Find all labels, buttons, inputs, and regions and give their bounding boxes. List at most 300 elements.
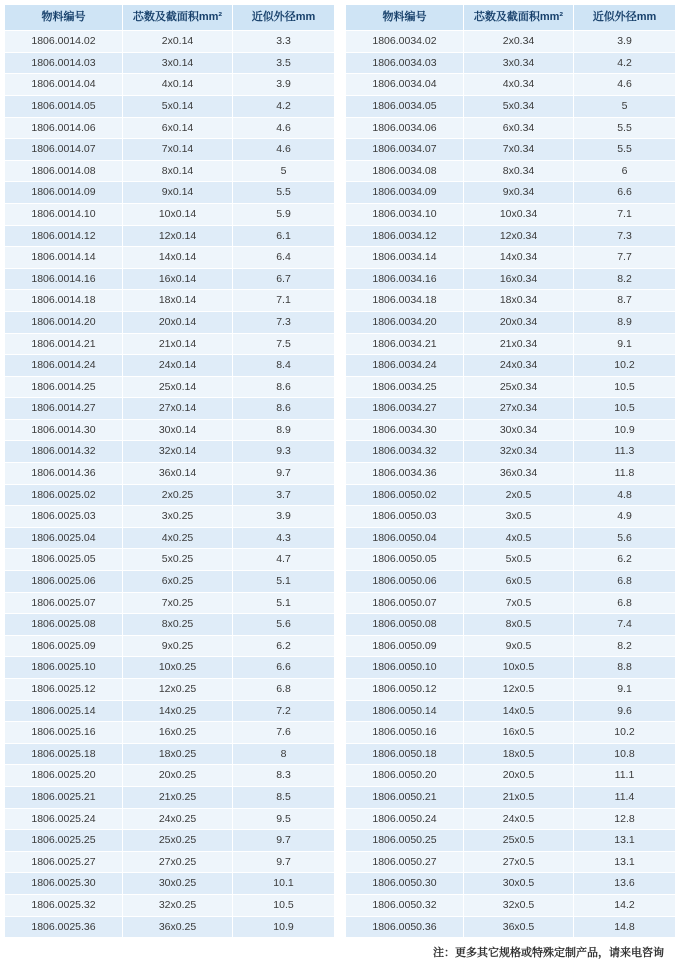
cell-cores-cross-section: 3x0.25 bbox=[123, 506, 233, 528]
cell-cores-cross-section: 12x0.34 bbox=[464, 225, 574, 247]
table-row bbox=[346, 743, 676, 765]
cell-outer-diameter: 12.8 bbox=[574, 808, 676, 830]
table-row bbox=[5, 851, 335, 873]
cell-outer-diameter: 10.8 bbox=[574, 743, 676, 765]
cell-outer-diameter: 7.3 bbox=[233, 311, 335, 333]
cell-cores-cross-section: 32x0.5 bbox=[464, 894, 574, 916]
cell-part-number: 1806.0025.04 bbox=[5, 527, 123, 549]
cell-cores-cross-section: 16x0.14 bbox=[123, 268, 233, 290]
cell-part-number: 1806.0034.06 bbox=[346, 117, 464, 139]
cell-part-number: 1806.0014.04 bbox=[5, 74, 123, 96]
cell-cores-cross-section: 16x0.5 bbox=[464, 722, 574, 744]
cell-outer-diameter: 8 bbox=[233, 743, 335, 765]
table-row bbox=[5, 463, 335, 485]
cell-part-number: 1806.0050.30 bbox=[346, 873, 464, 895]
cell-part-number: 1806.0014.10 bbox=[5, 203, 123, 225]
cell-cores-cross-section: 21x0.5 bbox=[464, 786, 574, 808]
cell-cores-cross-section: 9x0.25 bbox=[123, 635, 233, 657]
cell-part-number: 1806.0050.10 bbox=[346, 657, 464, 679]
cell-outer-diameter: 8.4 bbox=[233, 355, 335, 377]
cell-outer-diameter: 10.5 bbox=[574, 376, 676, 398]
cell-cores-cross-section: 36x0.14 bbox=[123, 463, 233, 485]
cell-part-number: 1806.0025.18 bbox=[5, 743, 123, 765]
cell-outer-diameter: 10.2 bbox=[574, 355, 676, 377]
cell-outer-diameter: 13.1 bbox=[574, 851, 676, 873]
cell-part-number: 1806.0014.02 bbox=[5, 31, 123, 53]
table-row bbox=[5, 527, 335, 549]
cell-outer-diameter: 3.3 bbox=[233, 31, 335, 53]
cell-part-number: 1806.0014.20 bbox=[5, 311, 123, 333]
cell-cores-cross-section: 20x0.14 bbox=[123, 311, 233, 333]
table-body-left bbox=[5, 31, 335, 938]
cell-outer-diameter: 5 bbox=[574, 95, 676, 117]
cell-part-number: 1806.0034.07 bbox=[346, 139, 464, 161]
table-row bbox=[346, 95, 676, 117]
cell-cores-cross-section: 7x0.34 bbox=[464, 139, 574, 161]
cell-cores-cross-section: 32x0.14 bbox=[123, 441, 233, 463]
cell-part-number: 1806.0025.03 bbox=[5, 506, 123, 528]
table-row bbox=[346, 635, 676, 657]
table-row bbox=[5, 139, 335, 161]
cell-cores-cross-section: 4x0.5 bbox=[464, 527, 574, 549]
table-row bbox=[346, 160, 676, 182]
table-row bbox=[346, 311, 676, 333]
cell-cores-cross-section: 10x0.5 bbox=[464, 657, 574, 679]
cell-outer-diameter: 11.1 bbox=[574, 765, 676, 787]
cell-outer-diameter: 6.2 bbox=[574, 549, 676, 571]
cell-cores-cross-section: 27x0.14 bbox=[123, 398, 233, 420]
cell-outer-diameter: 8.6 bbox=[233, 398, 335, 420]
table-row bbox=[5, 722, 335, 744]
cell-cores-cross-section: 4x0.25 bbox=[123, 527, 233, 549]
table-row bbox=[5, 182, 335, 204]
table-row bbox=[5, 614, 335, 636]
cell-outer-diameter: 8.2 bbox=[574, 268, 676, 290]
cell-cores-cross-section: 30x0.14 bbox=[123, 419, 233, 441]
cell-cores-cross-section: 24x0.25 bbox=[123, 808, 233, 830]
cell-part-number: 1806.0050.14 bbox=[346, 700, 464, 722]
table-row bbox=[346, 657, 676, 679]
cell-outer-diameter: 9.7 bbox=[233, 851, 335, 873]
cell-cores-cross-section: 18x0.14 bbox=[123, 290, 233, 312]
table-row bbox=[346, 268, 676, 290]
cell-part-number: 1806.0025.21 bbox=[5, 786, 123, 808]
cell-cores-cross-section: 4x0.14 bbox=[123, 74, 233, 96]
cell-cores-cross-section: 14x0.25 bbox=[123, 700, 233, 722]
cell-part-number: 1806.0034.02 bbox=[346, 31, 464, 53]
cell-outer-diameter: 5 bbox=[233, 160, 335, 182]
table-row bbox=[5, 333, 335, 355]
cell-outer-diameter: 3.9 bbox=[233, 74, 335, 96]
table-row bbox=[346, 786, 676, 808]
cell-part-number: 1806.0034.10 bbox=[346, 203, 464, 225]
cell-part-number: 1806.0050.08 bbox=[346, 614, 464, 636]
cell-cores-cross-section: 30x0.25 bbox=[123, 873, 233, 895]
cell-part-number: 1806.0025.08 bbox=[5, 614, 123, 636]
cell-cores-cross-section: 3x0.5 bbox=[464, 506, 574, 528]
table-row bbox=[346, 527, 676, 549]
cell-cores-cross-section: 21x0.34 bbox=[464, 333, 574, 355]
cell-cores-cross-section: 14x0.14 bbox=[123, 247, 233, 269]
cell-cores-cross-section: 5x0.25 bbox=[123, 549, 233, 571]
table-row bbox=[346, 549, 676, 571]
table-row bbox=[5, 203, 335, 225]
cell-outer-diameter: 4.2 bbox=[233, 95, 335, 117]
cell-outer-diameter: 7.6 bbox=[233, 722, 335, 744]
column-header-outer-diameter: 近似外径mm bbox=[574, 5, 676, 31]
cell-outer-diameter: 8.8 bbox=[574, 657, 676, 679]
table-row bbox=[5, 290, 335, 312]
cell-part-number: 1806.0025.07 bbox=[5, 592, 123, 614]
column-header-outer-diameter: 近似外径mm bbox=[233, 5, 335, 31]
table-row bbox=[346, 808, 676, 830]
table-row bbox=[346, 74, 676, 96]
table-header-left bbox=[5, 5, 335, 31]
cell-outer-diameter: 5.6 bbox=[233, 614, 335, 636]
cell-part-number: 1806.0034.20 bbox=[346, 311, 464, 333]
cell-part-number: 1806.0050.16 bbox=[346, 722, 464, 744]
cell-outer-diameter: 13.1 bbox=[574, 830, 676, 852]
table-row bbox=[5, 247, 335, 269]
cell-outer-diameter: 14.8 bbox=[574, 916, 676, 938]
cell-part-number: 1806.0014.25 bbox=[5, 376, 123, 398]
table-row bbox=[346, 203, 676, 225]
cell-outer-diameter: 6.7 bbox=[233, 268, 335, 290]
cell-part-number: 1806.0014.30 bbox=[5, 419, 123, 441]
cell-cores-cross-section: 24x0.5 bbox=[464, 808, 574, 830]
cell-outer-diameter: 6.6 bbox=[233, 657, 335, 679]
cell-cores-cross-section: 10x0.34 bbox=[464, 203, 574, 225]
cell-cores-cross-section: 27x0.34 bbox=[464, 398, 574, 420]
table-row bbox=[346, 182, 676, 204]
cell-cores-cross-section: 25x0.34 bbox=[464, 376, 574, 398]
cell-cores-cross-section: 2x0.14 bbox=[123, 31, 233, 53]
table-row bbox=[5, 700, 335, 722]
cell-part-number: 1806.0014.09 bbox=[5, 182, 123, 204]
cell-part-number: 1806.0050.07 bbox=[346, 592, 464, 614]
table-row bbox=[5, 160, 335, 182]
table-row bbox=[5, 484, 335, 506]
table-row bbox=[5, 808, 335, 830]
cell-cores-cross-section: 25x0.25 bbox=[123, 830, 233, 852]
table-row bbox=[5, 679, 335, 701]
cell-outer-diameter: 10.2 bbox=[574, 722, 676, 744]
cell-outer-diameter: 9.7 bbox=[233, 463, 335, 485]
cell-part-number: 1806.0014.21 bbox=[5, 333, 123, 355]
cell-cores-cross-section: 32x0.25 bbox=[123, 894, 233, 916]
cell-cores-cross-section: 14x0.34 bbox=[464, 247, 574, 269]
cell-cores-cross-section: 2x0.34 bbox=[464, 31, 574, 53]
table-row bbox=[5, 635, 335, 657]
cell-part-number: 1806.0025.20 bbox=[5, 765, 123, 787]
cell-cores-cross-section: 6x0.34 bbox=[464, 117, 574, 139]
cell-outer-diameter: 8.9 bbox=[574, 311, 676, 333]
table-row bbox=[5, 268, 335, 290]
cell-cores-cross-section: 6x0.14 bbox=[123, 117, 233, 139]
table-row bbox=[346, 398, 676, 420]
table-row bbox=[346, 139, 676, 161]
table-row bbox=[346, 225, 676, 247]
cell-outer-diameter: 8.9 bbox=[233, 419, 335, 441]
cell-outer-diameter: 7.2 bbox=[233, 700, 335, 722]
cell-cores-cross-section: 18x0.25 bbox=[123, 743, 233, 765]
cell-part-number: 1806.0050.05 bbox=[346, 549, 464, 571]
cell-cores-cross-section: 21x0.25 bbox=[123, 786, 233, 808]
cell-outer-diameter: 9.5 bbox=[233, 808, 335, 830]
cell-outer-diameter: 4.3 bbox=[233, 527, 335, 549]
cell-cores-cross-section: 36x0.34 bbox=[464, 463, 574, 485]
cell-cores-cross-section: 8x0.25 bbox=[123, 614, 233, 636]
cell-outer-diameter: 7.1 bbox=[574, 203, 676, 225]
cell-part-number: 1806.0014.27 bbox=[5, 398, 123, 420]
cell-cores-cross-section: 18x0.5 bbox=[464, 743, 574, 765]
cell-outer-diameter: 8.7 bbox=[574, 290, 676, 312]
table-row bbox=[5, 398, 335, 420]
cell-cores-cross-section: 20x0.5 bbox=[464, 765, 574, 787]
table-row bbox=[5, 311, 335, 333]
cell-outer-diameter: 8.3 bbox=[233, 765, 335, 787]
cell-cores-cross-section: 24x0.34 bbox=[464, 355, 574, 377]
table-row bbox=[5, 441, 335, 463]
cell-part-number: 1806.0025.14 bbox=[5, 700, 123, 722]
cell-outer-diameter: 8.6 bbox=[233, 376, 335, 398]
cell-outer-diameter: 11.4 bbox=[574, 786, 676, 808]
cell-part-number: 1806.0025.02 bbox=[5, 484, 123, 506]
table-row bbox=[346, 765, 676, 787]
cell-part-number: 1806.0025.05 bbox=[5, 549, 123, 571]
table-row bbox=[346, 700, 676, 722]
cell-part-number: 1806.0014.08 bbox=[5, 160, 123, 182]
cell-outer-diameter: 9.1 bbox=[574, 333, 676, 355]
cell-cores-cross-section: 5x0.14 bbox=[123, 95, 233, 117]
cell-outer-diameter: 4.2 bbox=[574, 52, 676, 74]
cell-part-number: 1806.0014.07 bbox=[5, 139, 123, 161]
cell-outer-diameter: 10.5 bbox=[574, 398, 676, 420]
cell-cores-cross-section: 3x0.14 bbox=[123, 52, 233, 74]
table-row bbox=[5, 95, 335, 117]
table-row bbox=[5, 786, 335, 808]
cell-outer-diameter: 7.7 bbox=[574, 247, 676, 269]
cell-part-number: 1806.0050.04 bbox=[346, 527, 464, 549]
table-row bbox=[346, 333, 676, 355]
table-header-right bbox=[346, 5, 676, 31]
cell-outer-diameter: 5.6 bbox=[574, 527, 676, 549]
table-row bbox=[5, 506, 335, 528]
cell-part-number: 1806.0050.21 bbox=[346, 786, 464, 808]
cell-outer-diameter: 3.7 bbox=[233, 484, 335, 506]
cell-outer-diameter: 4.6 bbox=[233, 117, 335, 139]
cell-outer-diameter: 6.8 bbox=[233, 679, 335, 701]
cell-part-number: 1806.0034.25 bbox=[346, 376, 464, 398]
cell-part-number: 1806.0025.16 bbox=[5, 722, 123, 744]
cell-part-number: 1806.0050.24 bbox=[346, 808, 464, 830]
table-row bbox=[5, 873, 335, 895]
cell-outer-diameter: 9.1 bbox=[574, 679, 676, 701]
cell-cores-cross-section: 2x0.25 bbox=[123, 484, 233, 506]
table-row bbox=[346, 31, 676, 53]
cell-part-number: 1806.0050.27 bbox=[346, 851, 464, 873]
cell-part-number: 1806.0025.10 bbox=[5, 657, 123, 679]
cell-part-number: 1806.0034.14 bbox=[346, 247, 464, 269]
table-row bbox=[346, 592, 676, 614]
cell-outer-diameter: 6.1 bbox=[233, 225, 335, 247]
table-row bbox=[346, 873, 676, 895]
cell-outer-diameter: 8.2 bbox=[574, 635, 676, 657]
cell-cores-cross-section: 4x0.34 bbox=[464, 74, 574, 96]
cell-outer-diameter: 7.4 bbox=[574, 614, 676, 636]
cell-outer-diameter: 7.1 bbox=[233, 290, 335, 312]
cell-cores-cross-section: 25x0.14 bbox=[123, 376, 233, 398]
cell-cores-cross-section: 27x0.25 bbox=[123, 851, 233, 873]
cell-outer-diameter: 6.4 bbox=[233, 247, 335, 269]
table-row bbox=[5, 743, 335, 765]
table-row bbox=[5, 830, 335, 852]
table-row bbox=[346, 355, 676, 377]
table-row bbox=[346, 52, 676, 74]
table-row bbox=[346, 916, 676, 938]
table-row bbox=[346, 894, 676, 916]
cell-outer-diameter: 11.3 bbox=[574, 441, 676, 463]
header-row bbox=[346, 5, 676, 31]
cell-part-number: 1806.0014.14 bbox=[5, 247, 123, 269]
table-row bbox=[5, 916, 335, 938]
cell-outer-diameter: 4.6 bbox=[233, 139, 335, 161]
cell-part-number: 1806.0014.06 bbox=[5, 117, 123, 139]
cell-cores-cross-section: 30x0.34 bbox=[464, 419, 574, 441]
table-row bbox=[5, 52, 335, 74]
cell-outer-diameter: 4.6 bbox=[574, 74, 676, 96]
spec-table-left bbox=[4, 4, 335, 938]
cell-outer-diameter: 5.1 bbox=[233, 592, 335, 614]
cell-cores-cross-section: 5x0.34 bbox=[464, 95, 574, 117]
header-row bbox=[5, 5, 335, 31]
cell-outer-diameter: 6.6 bbox=[574, 182, 676, 204]
cell-part-number: 1806.0050.18 bbox=[346, 743, 464, 765]
cell-part-number: 1806.0034.32 bbox=[346, 441, 464, 463]
table-row bbox=[5, 419, 335, 441]
cell-part-number: 1806.0025.09 bbox=[5, 635, 123, 657]
cell-outer-diameter: 5.1 bbox=[233, 571, 335, 593]
cell-part-number: 1806.0034.08 bbox=[346, 160, 464, 182]
cell-outer-diameter: 6.8 bbox=[574, 571, 676, 593]
cell-outer-diameter: 9.3 bbox=[233, 441, 335, 463]
cell-cores-cross-section: 6x0.5 bbox=[464, 571, 574, 593]
cell-part-number: 1806.0025.32 bbox=[5, 894, 123, 916]
cell-outer-diameter: 9.7 bbox=[233, 830, 335, 852]
cell-cores-cross-section: 7x0.5 bbox=[464, 592, 574, 614]
table-row bbox=[5, 894, 335, 916]
cell-part-number: 1806.0034.03 bbox=[346, 52, 464, 74]
cell-outer-diameter: 5.5 bbox=[233, 182, 335, 204]
cell-part-number: 1806.0025.24 bbox=[5, 808, 123, 830]
cell-part-number: 1806.0034.05 bbox=[346, 95, 464, 117]
cell-part-number: 1806.0050.09 bbox=[346, 635, 464, 657]
cell-cores-cross-section: 25x0.5 bbox=[464, 830, 574, 852]
cell-part-number: 1806.0050.06 bbox=[346, 571, 464, 593]
column-header-cores-cross-section: 芯数及截面积mm² bbox=[464, 5, 574, 31]
table-row bbox=[346, 484, 676, 506]
cell-outer-diameter: 6.8 bbox=[574, 592, 676, 614]
table-row bbox=[346, 506, 676, 528]
cell-cores-cross-section: 6x0.25 bbox=[123, 571, 233, 593]
cell-outer-diameter: 3.9 bbox=[233, 506, 335, 528]
cell-cores-cross-section: 24x0.14 bbox=[123, 355, 233, 377]
cell-outer-diameter: 5.5 bbox=[574, 139, 676, 161]
cell-part-number: 1806.0050.02 bbox=[346, 484, 464, 506]
cell-cores-cross-section: 5x0.5 bbox=[464, 549, 574, 571]
cell-cores-cross-section: 10x0.14 bbox=[123, 203, 233, 225]
cell-part-number: 1806.0034.04 bbox=[346, 74, 464, 96]
cell-part-number: 1806.0050.12 bbox=[346, 679, 464, 701]
cell-part-number: 1806.0034.09 bbox=[346, 182, 464, 204]
cell-part-number: 1806.0014.18 bbox=[5, 290, 123, 312]
cell-outer-diameter: 13.6 bbox=[574, 873, 676, 895]
cell-outer-diameter: 6 bbox=[574, 160, 676, 182]
cell-cores-cross-section: 20x0.25 bbox=[123, 765, 233, 787]
cell-part-number: 1806.0050.32 bbox=[346, 894, 464, 916]
table-row bbox=[346, 376, 676, 398]
table-row bbox=[346, 419, 676, 441]
cell-outer-diameter: 4.7 bbox=[233, 549, 335, 571]
cell-part-number: 1806.0034.27 bbox=[346, 398, 464, 420]
cell-outer-diameter: 10.5 bbox=[233, 894, 335, 916]
cell-cores-cross-section: 7x0.25 bbox=[123, 592, 233, 614]
table-row bbox=[5, 765, 335, 787]
cell-cores-cross-section: 12x0.14 bbox=[123, 225, 233, 247]
table-row bbox=[5, 74, 335, 96]
table-row bbox=[346, 830, 676, 852]
cell-part-number: 1806.0034.18 bbox=[346, 290, 464, 312]
table-row bbox=[346, 614, 676, 636]
spec-table-right bbox=[345, 4, 676, 938]
cell-outer-diameter: 4.8 bbox=[574, 484, 676, 506]
table-row bbox=[5, 225, 335, 247]
cell-cores-cross-section: 8x0.14 bbox=[123, 160, 233, 182]
table-row bbox=[346, 463, 676, 485]
cell-part-number: 1806.0034.30 bbox=[346, 419, 464, 441]
cell-part-number: 1806.0014.16 bbox=[5, 268, 123, 290]
cell-part-number: 1806.0034.12 bbox=[346, 225, 464, 247]
cell-cores-cross-section: 30x0.5 bbox=[464, 873, 574, 895]
cell-cores-cross-section: 14x0.5 bbox=[464, 700, 574, 722]
cell-outer-diameter: 7.5 bbox=[233, 333, 335, 355]
cell-part-number: 1806.0014.24 bbox=[5, 355, 123, 377]
cell-part-number: 1806.0014.05 bbox=[5, 95, 123, 117]
cell-part-number: 1806.0050.20 bbox=[346, 765, 464, 787]
cell-outer-diameter: 8.5 bbox=[233, 786, 335, 808]
cell-part-number: 1806.0034.24 bbox=[346, 355, 464, 377]
cell-part-number: 1806.0050.36 bbox=[346, 916, 464, 938]
cell-outer-diameter: 3.5 bbox=[233, 52, 335, 74]
table-row bbox=[346, 247, 676, 269]
cell-outer-diameter: 5.9 bbox=[233, 203, 335, 225]
cell-outer-diameter: 10.9 bbox=[233, 916, 335, 938]
cell-cores-cross-section: 12x0.5 bbox=[464, 679, 574, 701]
table-row bbox=[5, 571, 335, 593]
cell-cores-cross-section: 12x0.25 bbox=[123, 679, 233, 701]
cell-cores-cross-section: 27x0.5 bbox=[464, 851, 574, 873]
cell-cores-cross-section: 8x0.5 bbox=[464, 614, 574, 636]
cell-cores-cross-section: 9x0.34 bbox=[464, 182, 574, 204]
cell-cores-cross-section: 9x0.5 bbox=[464, 635, 574, 657]
cell-part-number: 1806.0014.32 bbox=[5, 441, 123, 463]
table-row bbox=[346, 722, 676, 744]
footnote: 注：更多其它规格或特殊定制产品，请来电咨询 bbox=[433, 947, 664, 960]
table-row bbox=[346, 571, 676, 593]
table-row bbox=[5, 117, 335, 139]
table-row bbox=[5, 657, 335, 679]
column-header-cores-cross-section: 芯数及截面积mm² bbox=[123, 5, 233, 31]
